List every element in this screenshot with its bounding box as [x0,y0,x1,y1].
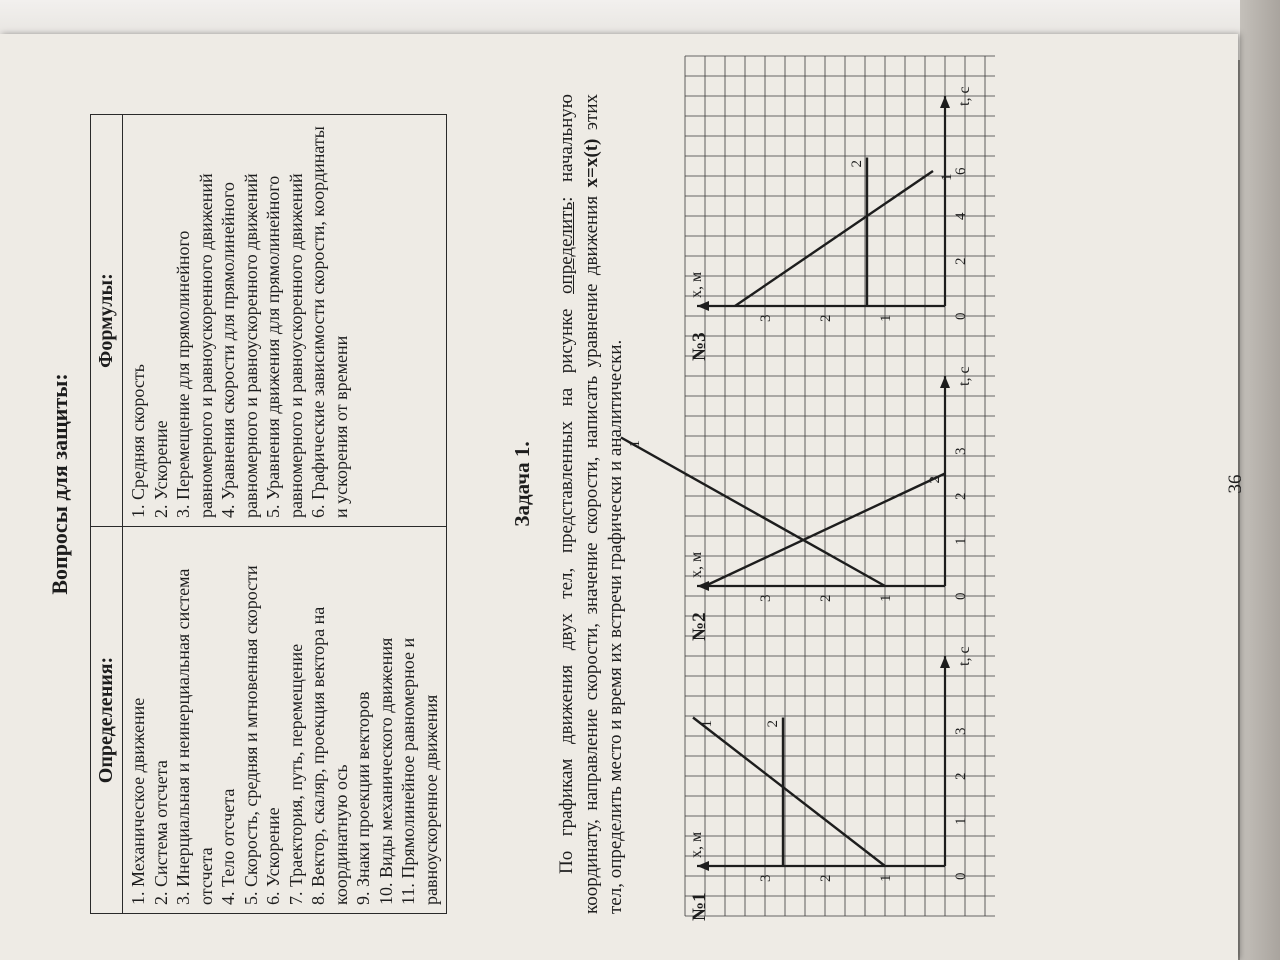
motion-line-label: 2 [927,476,943,484]
t-tick-label: 3 [953,727,969,735]
task-text-underlined: определить [556,201,577,294]
definitions-cell [123,527,447,914]
x-tick-label: 2 [818,314,834,322]
definition-item: 4. Тело отсчета [218,788,238,905]
t-axis-arrow [940,656,950,668]
task-text-formula: x=x(t) [580,138,602,188]
formulas-header: Формулы: [91,115,123,527]
motion-line-label: 2 [765,720,781,728]
formula-item: 1. Средняя скорость [128,364,148,518]
motion-line-label: 1 [627,440,643,448]
definition-item: 6. Ускорение [263,807,283,905]
task-text-part: этих тел, определить место и время их встречи графически и аналитически. [580,94,627,914]
t-axis-label: t, c [956,86,973,106]
graph-number: №2 [689,612,710,641]
t-tick-label: 3 [953,447,969,455]
definition-item: 10. Виды механического движения [375,637,396,905]
x-axis-arrow [697,861,709,871]
t-tick-label: 2 [953,492,969,500]
definitions-header: Определения: [91,527,123,914]
definition-item: 7. Траектория, путь, перемещение [285,643,306,905]
x-axis-arrow [697,301,709,311]
book-page [0,34,1246,960]
motion-graphs [627,46,1005,926]
motion-line [693,718,885,867]
task-text-part: По графикам движения двух тел, представленных на рисунке [556,293,577,874]
x-tick-label: 1 [878,314,894,322]
formula-item: 6. Графические зависимости скорости, координаты и ускорения от времени [308,126,351,518]
t-tick-label: 6 [953,167,969,175]
t-axis-arrow [940,376,950,388]
t-tick-label: 1 [953,817,969,825]
formulas-list [127,123,352,518]
graph-number: №1 [689,892,710,921]
formula-item: 5. Уравнения движения для прямолинейного равномерного и равноускоренного движений [263,173,306,518]
formula-item: 3. Перемещение для прямолинейного равномерного и равноускоренного движений [173,173,216,518]
definition-item: 3. Инерциальная и неинерциальная система отсчета [173,568,216,905]
t-axis-label: t, c [956,366,973,386]
t-axis-arrow [940,96,950,108]
motion-line-label: 2 [849,160,865,168]
x-tick-label: 2 [818,594,834,602]
rotated-page-content [35,34,1246,934]
x-axis-label: x, м [688,831,705,858]
definitions-list [127,535,442,905]
graphs-figure [627,46,1005,926]
definition-item: 2. Система отсчета [150,760,171,905]
t-tick-label: 2 [953,257,969,265]
task-title: Задача 1. [510,441,534,527]
graph-number: №3 [689,332,710,361]
x-tick-label: 3 [758,874,774,882]
formula-item: 2. Ускорение [150,420,171,518]
x-tick-label: 3 [758,314,774,322]
formula-item: 4. Уравнения скорости для прямолинейного равномерного и равноускоренного движений [218,173,261,518]
motion-line-label: 1 [939,173,955,181]
x-axis-label: x, м [688,271,705,298]
t-axis-label: t, c [956,646,973,666]
t-tick-label: 0 [953,872,969,880]
motion-line-label: 1 [699,720,715,728]
t-tick-label: 0 [953,592,969,600]
page-number: 36 [1225,474,1246,494]
questions-table [90,114,447,914]
x-axis-label: x, м [688,551,705,578]
t-tick-label: 1 [953,537,969,545]
definition-item: 11. Прямолинейное равномерное и равноускоренное движения [398,637,441,905]
t-tick-label: 0 [953,312,969,320]
formulas-cell [123,115,447,527]
t-tick-label: 4 [953,212,969,220]
definition-item: 9. Знаки проекции векторов [353,691,373,905]
definition-item: 5. Скорость, средняя и мгновенная скорости [240,565,261,905]
x-tick-label: 1 [878,874,894,882]
x-tick-label: 3 [758,594,774,602]
t-tick-label: 2 [953,772,969,780]
definition-item: 8. Вектор, скаляр, проекция вектора на координатную ось [308,606,351,905]
x-tick-label: 2 [818,874,834,882]
task-text-part: : начальную координату, направление скорости, значение скорости, написать уравнение движения [556,94,602,914]
page-heading: Вопросы для защиты: [47,373,72,595]
task-text [555,94,629,914]
x-tick-label: 1 [878,594,894,602]
definition-item: 1. Механическое движение [128,697,148,905]
